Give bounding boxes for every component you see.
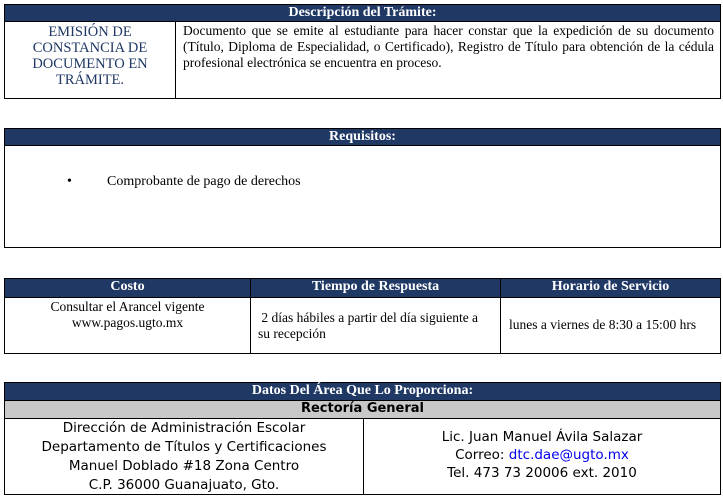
area-section [4,382,721,495]
bullet-icon: • [67,174,72,189]
horario-cell: lunes a viernes de 8:30 a 15:00 hrs [509,317,697,332]
contact-email-row [364,446,720,464]
costo-line: Consultar el Arancel vigente [50,299,205,314]
area-address [5,419,364,494]
costo-header: Costo [5,279,251,297]
tramite-name [5,22,176,98]
address-line: Manuel Doblado #18 Zona Centro [68,458,300,474]
requisitos-header: Requisitos: [5,129,720,146]
tiempo-line: su recepción [258,326,326,341]
tramite-name-line: DOCUMENTO EN [32,56,148,72]
contact-phone: Tel. 473 73 20006 ext. 2010 [447,465,637,481]
address-line: Dirección de Administración Escolar [62,420,306,436]
tramite-name-line: TRÁMITE. [55,72,125,88]
tramite-name-line: EMISIÓN DE [48,24,132,40]
horario-header: Horario de Servicio [501,279,720,297]
costo-link[interactable]: www.pagos.ugto.mx [71,315,184,330]
address-line: C.P. 36000 Guanajuato, Gto. [88,477,280,493]
tiempo-cell [251,298,501,353]
requisitos-section [4,128,721,248]
email-link[interactable]: dtc.dae@ugto.mx [508,447,629,463]
address-line: Departamento de Títulos y Certificaciones [41,439,327,455]
tramite-name-line: CONSTANCIA DE [32,40,148,56]
costo-cell [5,298,251,353]
tiempo-header: Tiempo de Respuesta [251,279,501,297]
descripcion-section [4,4,721,99]
tiempo-line: 2 días hábiles a partir del día siguiente a [258,310,479,325]
requisito-text: Comprobante de pago de derechos [107,174,301,189]
descripcion-header: Descripción del Trámite: [5,5,720,22]
servicio-table [4,278,721,354]
tramite-description: Documento que se emite al estudiante para hacer constar que la expedición de su documento (Título, Diploma de Especialidad, o Certificado), Registro de Título para obtención de la cédula profesional electrónica se encuentra en proceso. [183,23,714,70]
list-item [67,174,301,190]
area-contact [364,419,720,494]
servicio-header-row [5,279,720,297]
email-label: Correo: [455,447,509,463]
area-subheader: Rectoría General [5,400,720,419]
contact-name: Lic. Juan Manuel Ávila Salazar [441,429,643,445]
area-header: Datos Del Área Que Lo Proporciona: [5,383,720,400]
servicio-body-row [5,297,720,353]
requisitos-list [67,174,301,190]
